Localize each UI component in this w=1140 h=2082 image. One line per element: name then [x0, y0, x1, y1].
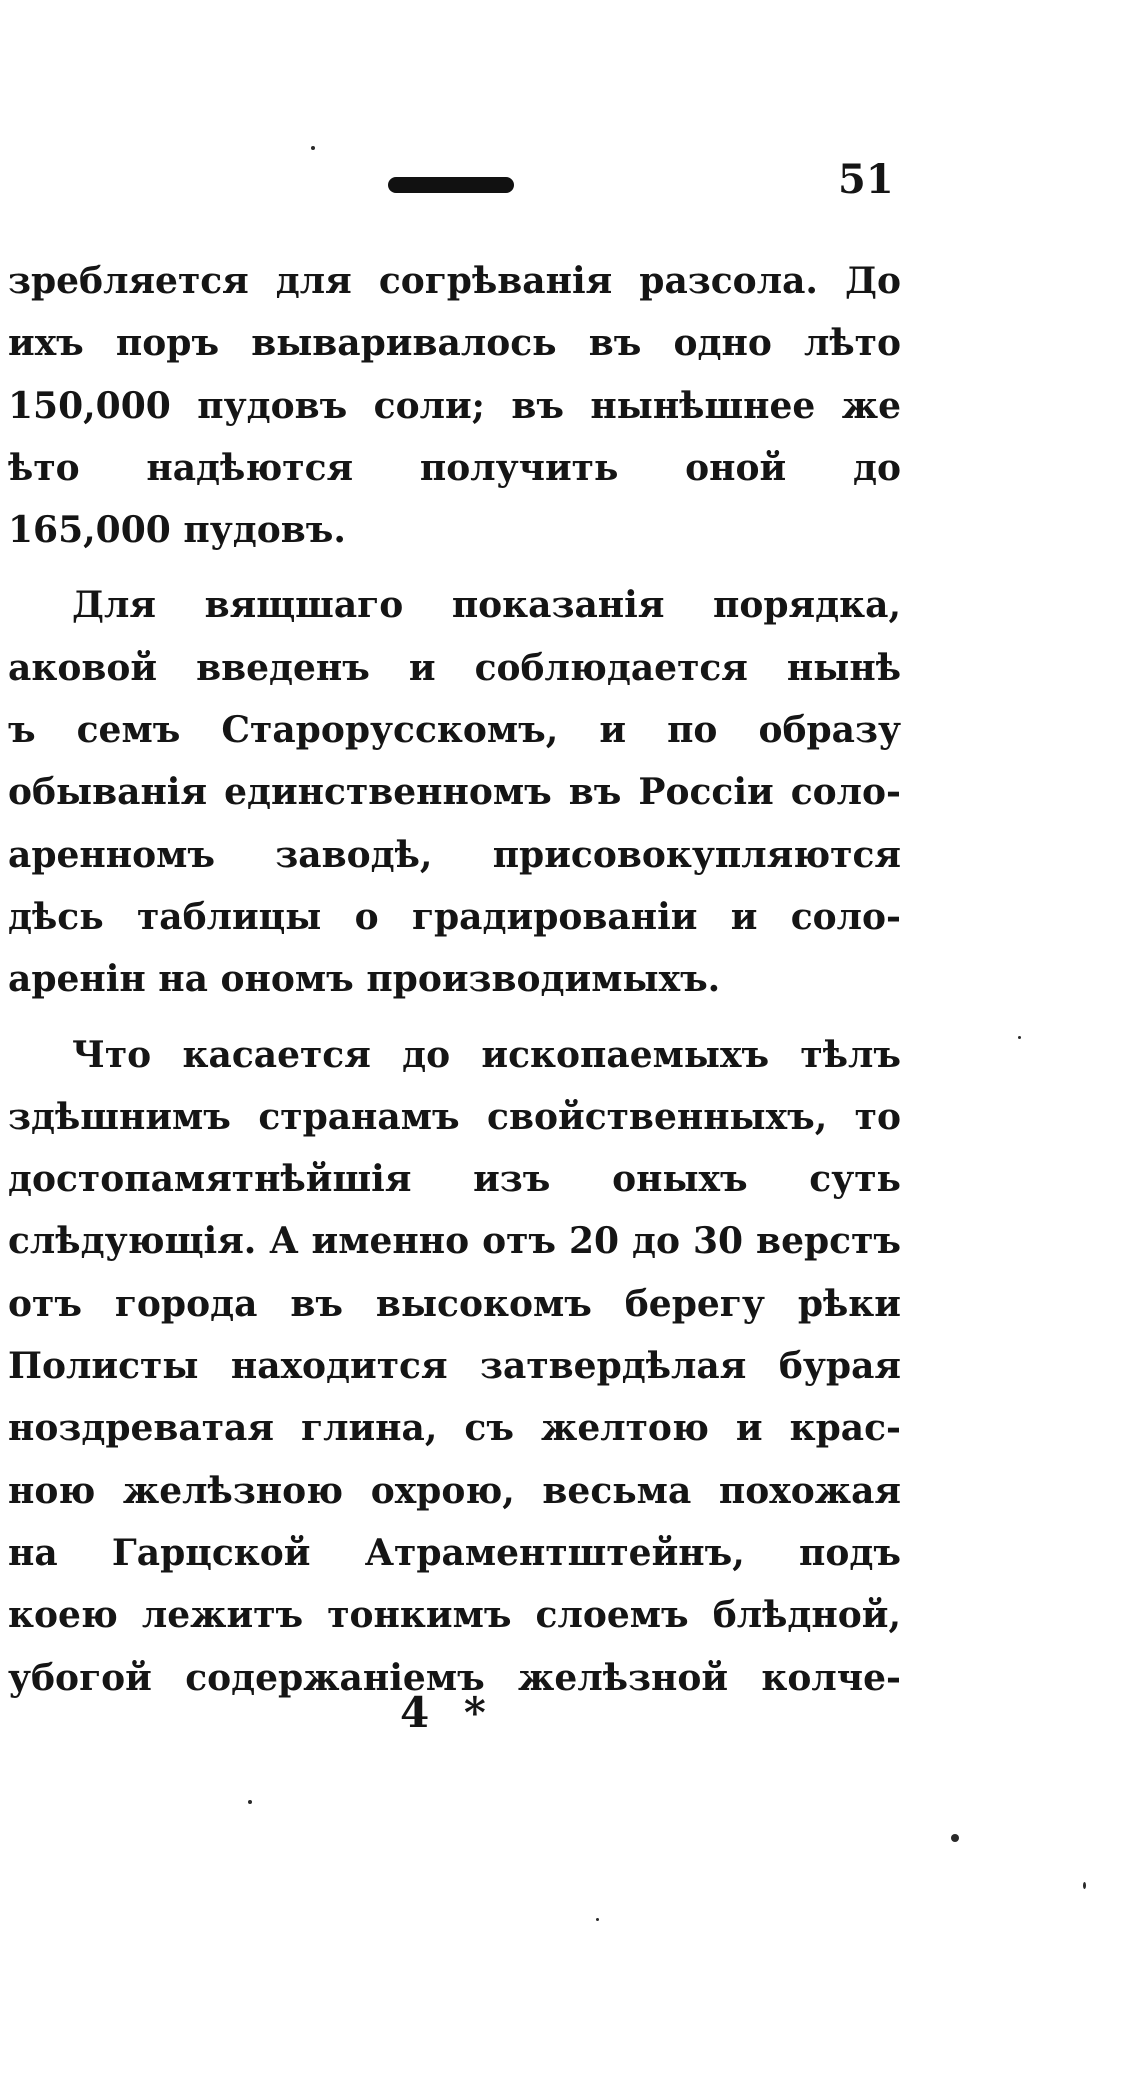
ink-speck — [1083, 1882, 1086, 1889]
paragraph-1-line-2: ихъ поръ вываривалось въ одно лѣто — [8, 322, 901, 365]
paragraph-3-line-7: ноздреватая глина, съ желтою и крас- — [8, 1407, 901, 1450]
ink-speck — [1018, 1036, 1021, 1039]
paragraph-2-line-6: дѣсь таблицы о градированіи и соло- — [8, 895, 901, 938]
paragraph-1-line-1: зребляется для согрѣванія разсола. До — [8, 260, 901, 302]
paragraph-3-line-9: на Гарцской Атраментштейнъ, подъ — [8, 1531, 901, 1574]
signature-mark: 4 * — [400, 1688, 496, 1737]
page-number: 51 — [838, 156, 894, 203]
paragraph-3-line-2: здѣшнимъ странамъ свойственныхъ, то — [8, 1095, 901, 1138]
paragraph-2-line-7: аренін на ономъ производимыхъ. — [8, 958, 721, 1001]
header-ornament — [388, 177, 514, 193]
paragraph-2-line-1: Для вящшаго показанія порядка, — [72, 584, 901, 627]
paragraph-3-line-6: Полисты находится затвердѣлая бурая — [8, 1345, 901, 1388]
paragraph-1-line-3: 150,000 пудовъ соли; въ нынѣшнее же — [8, 384, 901, 427]
ink-speck — [311, 146, 315, 150]
paragraph-3-line-3: достопамятнѣйшія изъ оныхъ суть — [8, 1158, 901, 1201]
paragraph-2-line-3: ъ семъ Старорусскомъ, и по образу — [8, 709, 901, 752]
page-text — [8, 250, 901, 1722]
paragraph-3-line-4: слѣдующія. А именно отъ 20 до 30 верстъ — [8, 1220, 901, 1263]
paragraph-1-line-5: 165,000 пудовъ. — [8, 509, 346, 552]
paragraph-3-line-8: ною желѣзною охрою, весьма похожая — [8, 1469, 901, 1512]
paragraph-3-line-10: коею лежитъ тонкимъ слоемъ блѣдной, — [8, 1594, 901, 1637]
ink-speck — [248, 1800, 252, 1804]
paragraph-1 — [8, 250, 901, 561]
paragraph-2-line-5: аренномъ заводѣ, присовокупляются — [8, 833, 901, 876]
paragraph-3 — [8, 1024, 901, 1709]
paragraph-3-line-5: отъ города въ высокомъ берегу рѣки — [8, 1282, 901, 1325]
paragraph-2-line-2: аковой введенъ и соблюдается нынѣ — [8, 646, 901, 689]
ink-speck — [596, 1918, 599, 1921]
ink-speck — [951, 1834, 959, 1842]
paragraph-2-line-4: обыванія единственномъ въ Россіи соло- — [8, 771, 901, 814]
paragraph-2 — [8, 574, 901, 1010]
paragraph-3-line-11: убогой содержаніемъ желѣзной колче- — [8, 1656, 901, 1699]
paragraph-3-line-1: Что касается до ископаемыхъ тѣлъ — [72, 1033, 901, 1076]
paragraph-1-line-4: ѣто надѣются получить оной до — [8, 446, 901, 489]
